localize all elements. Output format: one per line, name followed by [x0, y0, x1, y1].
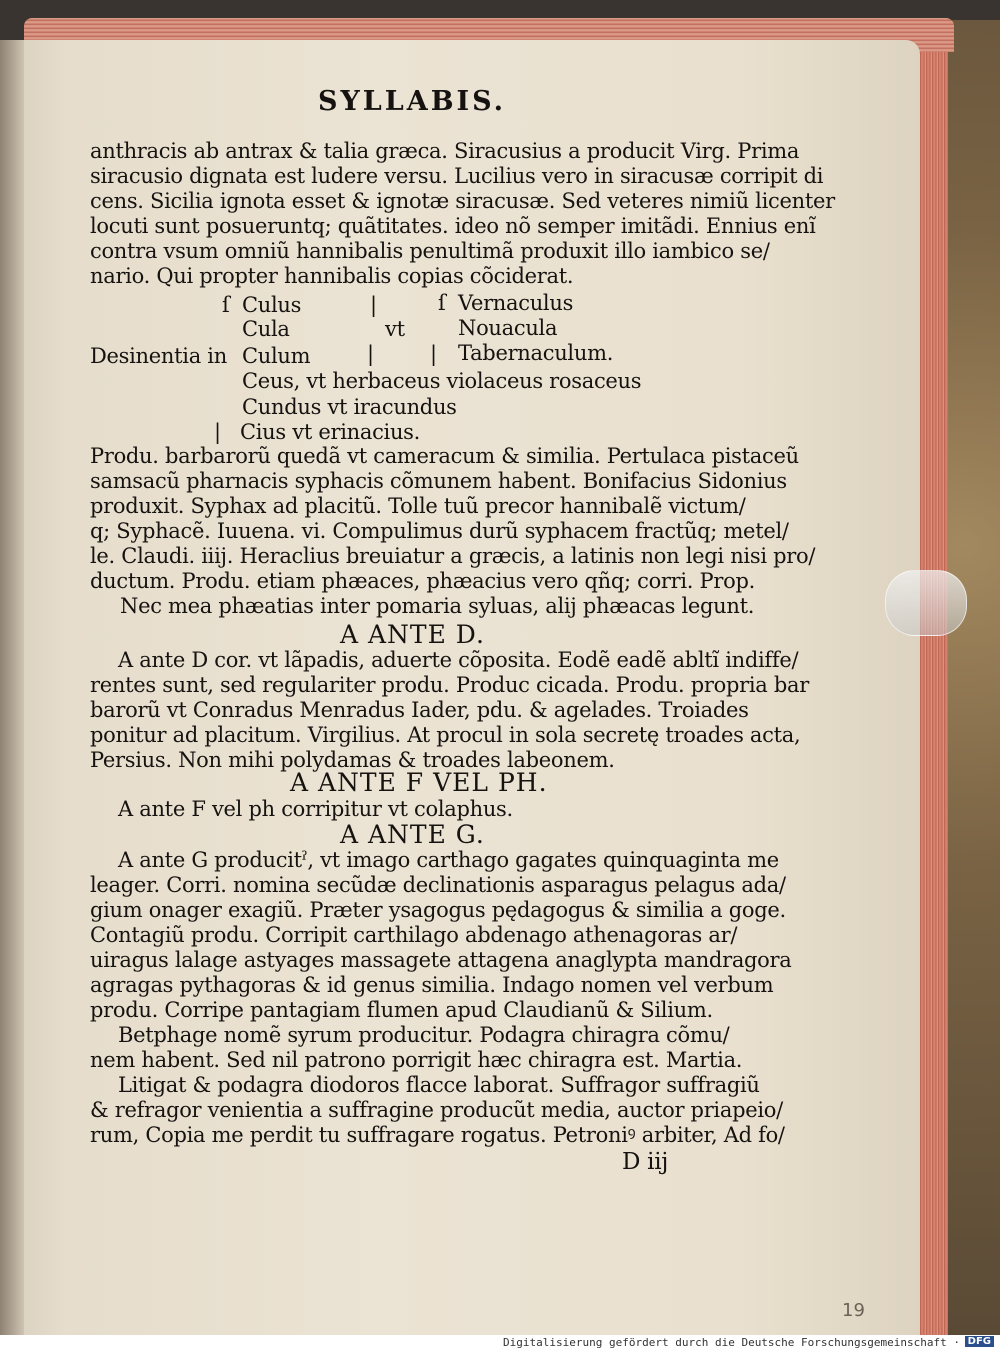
table-cell: Tabernaculum.	[458, 341, 614, 365]
text-line: locuti sunt posueruntq; quãtitates. ideo nõ semper imitãdi. Ennius enĩ	[90, 214, 816, 238]
text-line: Litigat & podagra diodoros flacce laborat. Suffragor suffragiũ	[118, 1073, 760, 1097]
table-label: Desinentia in	[90, 344, 227, 368]
text-line: Produ. barbarorũ quedã vt cameracum & similia. Pertulaca pistaceũ	[90, 444, 799, 468]
table-cell: Culus	[242, 293, 302, 317]
section-heading: A ANTE F VEL PH.	[290, 768, 548, 797]
text-line: leager. Corri. nomina secũdæ declinationis asparagus pelagus ada/	[90, 873, 786, 897]
table-cell: Cundus vt iracundus	[242, 395, 457, 419]
text-line: gium onager exagiũ. Præter ysagogus pędagogus & similia a goge.	[90, 898, 786, 922]
table-cell: Culum	[242, 344, 311, 368]
bar-mark: |	[367, 342, 374, 366]
text-line: agragas pythagoras & id genus similia. Indago nomen vel verbum	[90, 973, 774, 997]
text-line: rentes sunt, sed regulariter produ. Produc cicada. Produ. propria bar	[90, 673, 809, 697]
table-cell: Ceus, vt herbaceus violaceus rosaceus	[242, 369, 642, 393]
text-line: produ. Corripe pantagiam flumen apud Claudianũ & Silium.	[90, 998, 713, 1022]
text-line: contra vsum omniũ hannibalis penultimã produxit illo iambico se/	[90, 239, 770, 263]
text-line: cens. Sicilia ignota esset & ignotæ siracusæ. Sed veteres nimiũ licenter	[90, 189, 835, 213]
brace-mark: ſ	[438, 291, 446, 315]
book-gutter	[0, 40, 24, 1335]
table-cell: Cius vt erinacius.	[240, 420, 421, 444]
text-line: produxit. Syphax ad placitũ. Tolle tuũ precor hannibalẽ victum/	[90, 494, 746, 518]
text-line: & refragor venientia a suffragine producũt media, auctor priapeio/	[90, 1098, 783, 1122]
page-edges-red	[920, 30, 948, 1335]
table-cell: vt	[385, 317, 405, 341]
bar-mark: |	[370, 293, 377, 317]
signature-mark: D iij	[622, 1149, 669, 1175]
dfg-logo-icon: DFG	[965, 1336, 994, 1347]
brace-mark: ſ	[222, 293, 230, 317]
text-line: Persius. Non mihi polydamas & troades labeonem.	[90, 748, 615, 772]
bar-mark: |	[214, 420, 221, 444]
running-head: SYLLABIS.	[318, 86, 507, 117]
text-line: A ante F vel ph corripitur vt colaphus.	[118, 797, 513, 821]
bar-mark: |	[430, 342, 437, 366]
text-line: Contagiũ produ. Corripit carthilago abdenago athenagoras ar/	[90, 923, 738, 947]
folio-number: 19	[842, 1300, 865, 1321]
text-line: nem habent. Sed nil patrono porrigit hæc chiragra est. Martia.	[90, 1048, 743, 1072]
footer-bar	[0, 1335, 1000, 1352]
text-line: ductum. Produ. etiam phæaces, phæacius vero qñq; corri. Prop.	[90, 569, 755, 593]
text-line: uiragus lalage astyages massagete attagena anaglypta mandragora	[90, 948, 792, 972]
text-line: A ante G producitˀ, vt imago carthago gagates quinquaginta me	[118, 848, 779, 872]
page-clip	[885, 570, 967, 636]
table-cell: Vernaculus	[458, 291, 574, 315]
text-line: Betphage nomẽ syrum producitur. Podagra chiragra cõmu/	[118, 1023, 730, 1047]
text-line: Nec mea phæatias inter pomaria syluas, alij phæacas legunt.	[120, 594, 755, 618]
text-line: barorũ vt Conradus Menradus Iader, pdu. & agelades. Troiades	[90, 698, 749, 722]
text-line: rum, Copia me perdit tu suffragare rogatus. Petroniꝰ arbiter, Ad fo/	[90, 1123, 785, 1147]
text-line: samsacũ pharnacis syphacis cõmunem habent. Bonifacius Sidonius	[90, 469, 787, 493]
text-line: anthracis ab antrax & talia græca. Siracusius a producit Virg. Prima	[90, 139, 800, 163]
text-line: le. Claudi. iiij. Heraclius breuiatur a græcis, a latinis non legi nisi pro/	[90, 544, 816, 568]
text-line: ponitur ad placitum. Virgilius. At procul in sola secretę troades acta,	[90, 723, 801, 747]
text-line: siracusio dignata est ludere versu. Lucilius vero in siracusæ corripit di	[90, 164, 824, 188]
section-heading: A ANTE G.	[340, 820, 485, 849]
text-line: nario. Qui propter hannibalis copias cõciderat.	[90, 264, 574, 288]
book-cover-edge	[948, 20, 1000, 1335]
table-cell: Cula	[242, 317, 290, 341]
text-line: A ante D cor. vt lãpadis, aduerte cõposita. Eodẽ eadẽ abltĩ indiffe/	[118, 648, 799, 672]
text-line: q; Syphacẽ. Iuuena. vi. Compulimus durũ syphacem fractũq; metel/	[90, 519, 789, 543]
table-cell: Nouacula	[458, 316, 558, 340]
footer-credit: Digitalisierung gefördert durch die Deutsche Forschungsgemeinschaft ·	[503, 1336, 960, 1349]
section-heading: A ANTE D.	[340, 620, 485, 649]
